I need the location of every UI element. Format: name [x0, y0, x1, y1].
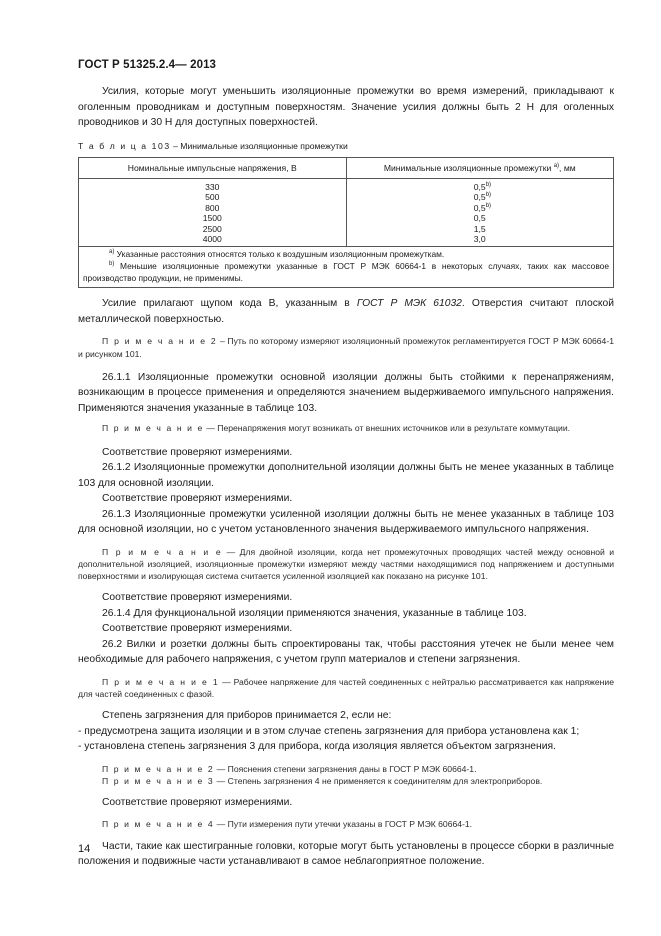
- note-label: П р и м е ч а н и е 3: [102, 775, 215, 786]
- footnote-b: [83, 261, 609, 285]
- footnote-b-text: Меньшие изоляционные промежутки указанные в ГОСТ Р МЭК 60664-1 в некоторых случаях, таких как массовое производство продукции, не применимы.: [83, 260, 609, 283]
- table-caption-text: – Минимальные изоляционные промежутки: [170, 140, 348, 151]
- force-standard-ref: ГОСТ Р МЭК 61032: [356, 298, 462, 310]
- note-label: П р и м е ч а н и е 2: [102, 763, 215, 774]
- pollution-degree-item-2: - установлена степень загрязнения 3 для прибора, когда изоляция является объектом загрязнения.: [78, 741, 556, 753]
- table-caption-label: Т а б л и ц а 103: [78, 140, 171, 151]
- note-text: — Перенапряжения могут возникать от внешних источников или в результате коммутации.: [203, 423, 571, 434]
- footnote-a: [83, 249, 609, 261]
- table-footnotes: [79, 247, 614, 288]
- compliance-check-3: Соответствие проверяют измерениями.: [102, 592, 293, 604]
- compliance-check-4: Соответствие проверяют измерениями.: [102, 623, 293, 635]
- column-header-clearance-text: Минимальные изоляционные промежутки: [383, 162, 554, 173]
- clearance-value: 0,5: [473, 213, 486, 224]
- voltage-value: 800: [205, 202, 220, 213]
- note-text: — Рабочее напряжение для частей соединенных с нейтралью рассматривается как напряжение для частей соединенных с фазой.: [78, 676, 614, 699]
- voltage-value: 330: [205, 181, 220, 192]
- note-2-path: [78, 335, 614, 359]
- note-3-pollution: [78, 775, 614, 787]
- compliance-check-1: Соответствие проверяют измерениями.: [102, 446, 293, 458]
- clearance-value: 0,5$^{b)}$: [473, 192, 492, 203]
- footnote-a-text: Указанные расстояния относятся только к воздушным изоляционным промежуткам.: [114, 249, 445, 260]
- note-label: П р и м е ч а н и е 4: [102, 819, 215, 830]
- note-text: — Для двойной изоляции, когда нет промежуточных проводящих частей между основной и дополнительной изоляцией, изоляционные промежутки измеряют между частями находящимися под напряжением и доступными поверхностями и изолирующая система считается усиленной изоляцией как показано на рисунке 101.: [78, 546, 614, 581]
- clause-26-1-4: 26.1.4 Для функциональной изоляции применяются значения, указанные в таблице 103.: [102, 607, 527, 619]
- note-label: П р и м е ч а н и е 1: [102, 676, 220, 687]
- page-number: 14: [78, 843, 91, 855]
- note-4-creepage: [78, 818, 614, 830]
- column-header-clearance: [346, 157, 614, 178]
- voltage-values-cell: [79, 178, 347, 247]
- note-double-insulation: [78, 546, 614, 583]
- compliance-check-2: Соответствие проверяют измерениями.: [102, 493, 293, 505]
- note-1-working-voltage: [78, 676, 614, 700]
- voltage-value: 1500: [202, 213, 222, 224]
- clause-26-1-1: 26.1.1 Изоляционные промежутки основной изоляции должны быть стойкими к перенапряжениям, возникающим в процессе применения и определяются значением выдерживаемого импульсного напряжения. Применяются значения указанные в таблице 103.: [78, 371, 614, 414]
- intro-paragraph: Усилия, которые могут уменьшить изоляционные промежутки во время измерений, прикладывают к оголенным проводникам и доступным поверхностям. Значение усилия должны быть 2 Н для оголенных проводников и 30 Н для доступных поверхностей.: [78, 86, 614, 128]
- footnote-a-mark: а): [109, 249, 115, 256]
- pollution-degree-item-1: - предусмотрена защита изоляции и в этом случае степень загрязнения для прибора установлена как 1;: [78, 725, 580, 737]
- clearance-value: 0,5$^{b)}$: [473, 202, 492, 213]
- compliance-check-5: Соответствие проверяют измерениями.: [102, 796, 293, 808]
- page-content: [78, 84, 614, 870]
- note-text: — Степень загрязнения 4 не применяется к соединителям для электроприборов.: [214, 775, 543, 786]
- clearance-value: 0,5$^{b)}$: [473, 181, 492, 192]
- force-text-a: Усилие прилагают щупом кода В, указанным в: [102, 298, 357, 310]
- note-label: П р и м е ч а н и е: [102, 546, 223, 557]
- force-text-b: . Отверстия считают плоской металлической поверхностью.: [78, 298, 614, 325]
- clearance-value: 3,0: [473, 234, 486, 245]
- voltage-value: 500: [205, 192, 220, 203]
- pollution-degree-intro: Степень загрязнения для приборов принимается 2, если не:: [102, 710, 392, 722]
- note-label: П р и м е ч а н и е 2: [102, 336, 218, 347]
- footnote-b-mark: b): [109, 260, 115, 267]
- clause-26-2: 26.2 Вилки и розетки должны быть спроектированы так, чтобы расстояния утечек не были менее чем необходимые для рабочего напряжения, с учетом групп материалов и степени загрязнения.: [78, 638, 614, 666]
- column-header-clearance-mark: а): [553, 162, 560, 169]
- note-label: П р и м е ч а н и е: [102, 423, 204, 434]
- clearance-values-cell: [346, 178, 614, 247]
- clause-26-1-3: 26.1.3 Изоляционные промежутки усиленной изоляции должны быть не менее указанных в таблице 103 для основной изоляции, но с учетом установленного значения выдерживаемого импульсного напряжения.: [78, 508, 614, 536]
- clearance-table: [78, 157, 614, 289]
- note-overvoltage: [78, 422, 614, 434]
- final-paragraph: Части, такие как шестигранные головки, которые могут быть установлены в процессе сборки в различные положения и подвижные части устанавливают в самое неблагоприятное положение.: [78, 840, 614, 868]
- voltage-value: 2500: [202, 223, 222, 234]
- note-2-pollution: [78, 763, 614, 775]
- table-caption: [78, 141, 614, 151]
- note-text: — Пояснения степени загрязнения даны в ГОСТ Р МЭК 60664-1.: [214, 763, 477, 774]
- column-header-clearance-unit: , мм: [559, 162, 576, 173]
- voltage-value: 4000: [202, 234, 222, 245]
- note-text: – Путь по которому измеряют изоляционный промежуток регламентируется ГОСТ Р МЭК 60664-1 и рисунком 101.: [78, 336, 614, 359]
- force-paragraph: [78, 296, 614, 327]
- note-text: — Пути измерения пути утечки указаны в ГОСТ Р МЭК 60664-1.: [214, 819, 473, 830]
- document-header: ГОСТ Р 51325.2.4— 2013: [78, 59, 217, 71]
- clearance-value: 1,5: [473, 223, 486, 234]
- clause-26-1-2: 26.1.2 Изоляционные промежутки дополнительной изоляции должны быть не менее указанных в таблице 103 для основной изоляции.: [78, 462, 614, 489]
- column-header-voltage: Номинальные импульсные напряжения, В: [79, 157, 347, 178]
